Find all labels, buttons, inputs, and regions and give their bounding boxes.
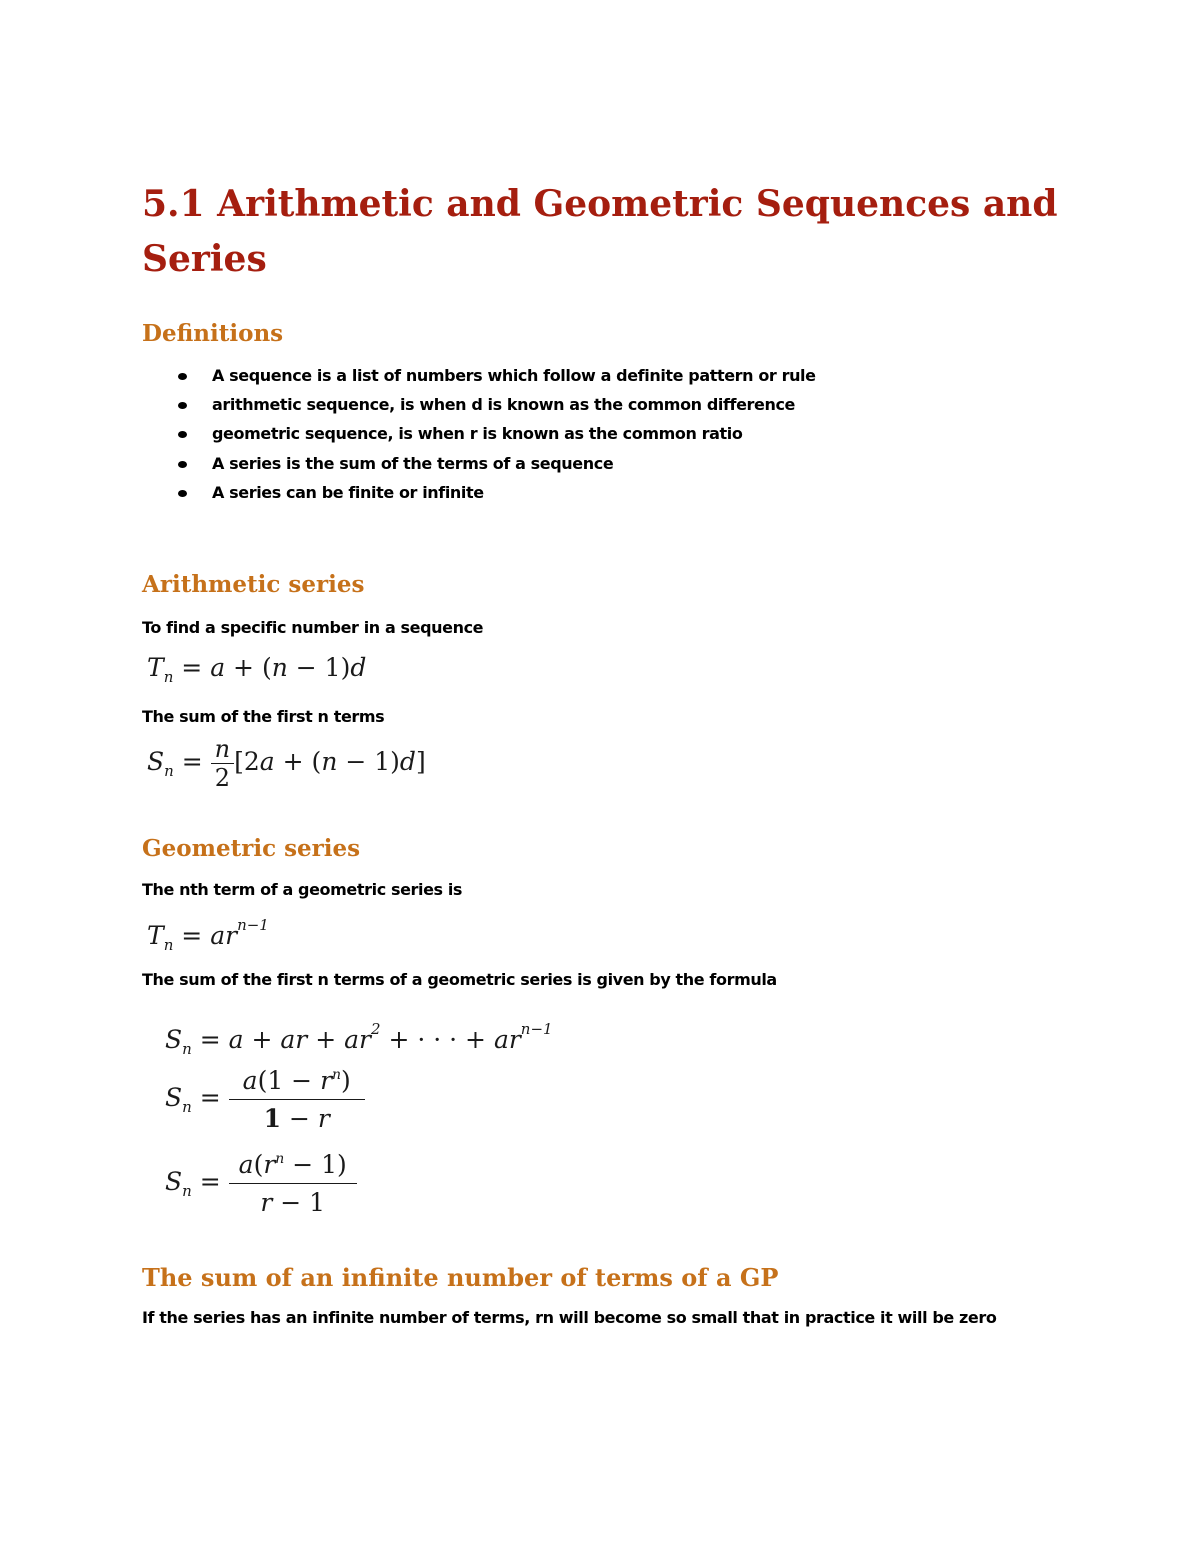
geometric-sum-formula-r-greater-than-1: $S_n$ = $\frac{a(r^n - 1)}{r - 1}$ (165, 1150, 357, 1217)
list-item: arithmetic sequence, is when d is known as the common difference (142, 394, 816, 423)
infinite-gp-heading: The sum of an infinite number of terms of a GP (142, 1263, 779, 1292)
list-item: A sequence is a list of numbers which follow a definite pattern or rule (142, 365, 816, 394)
arithmetic-nth-term-formula: $T_n = a + (n - 1)d$ (147, 653, 367, 686)
fraction: $\frac{a(r^n - 1)}{r - 1}$ (229, 1150, 357, 1217)
geometric-nth-term-formula: $T_n = ar^{n-1}$ (147, 916, 269, 954)
fraction: $\frac{n}{2}$ (211, 735, 234, 792)
infinite-gp-text: If the series has an infinite number of terms, rn will become so small that in practice it will be zero (142, 1308, 997, 1327)
list-item: A series can be finite or infinite (142, 482, 816, 511)
arithmetic-sum-formula: $S_n$ = $\frac{n}{2}$ [2a + (n − 1)d] (147, 735, 426, 792)
bullet-icon (178, 490, 187, 497)
arithmetic-heading: Arithmetic series (142, 571, 365, 598)
bullet-icon (178, 461, 187, 468)
arithmetic-specific-text: To find a specific number in a sequence (142, 618, 484, 637)
list-item: A series is the sum of the terms of a sequence (142, 453, 816, 482)
arithmetic-sum-text: The sum of the first n terms (142, 707, 385, 726)
geometric-heading: Geometric series (142, 835, 361, 862)
page-title-line-1: 5.1 Arithmetic and Geometric Sequences and (142, 183, 1058, 225)
fraction: $\frac{a(1 - r^n)}{1 - r}$ (229, 1066, 365, 1133)
bullet-icon (178, 373, 187, 380)
bullet-icon (178, 431, 187, 438)
list-item: geometric sequence, is when r is known as the common ratio (142, 423, 816, 452)
bullet-icon (178, 402, 187, 409)
geometric-sum-formula-r-less-than-1: $S_n$ = $\frac{a(1 - r^n)}{1 - r}$ (165, 1066, 365, 1133)
geometric-sum-text: The sum of the first n terms of a geometric series is given by the formula (142, 970, 777, 989)
definitions-heading: Definitions (142, 320, 284, 347)
page-title-line-2: Series (142, 238, 267, 280)
definitions-list (142, 365, 816, 511)
geometric-nth-text: The nth term of a geometric series is (142, 880, 463, 899)
geometric-sum-expanded-formula: $S_n = a$ + ar + $ar^2$ + · · · + $ar^{n-1}$ (165, 1020, 553, 1058)
